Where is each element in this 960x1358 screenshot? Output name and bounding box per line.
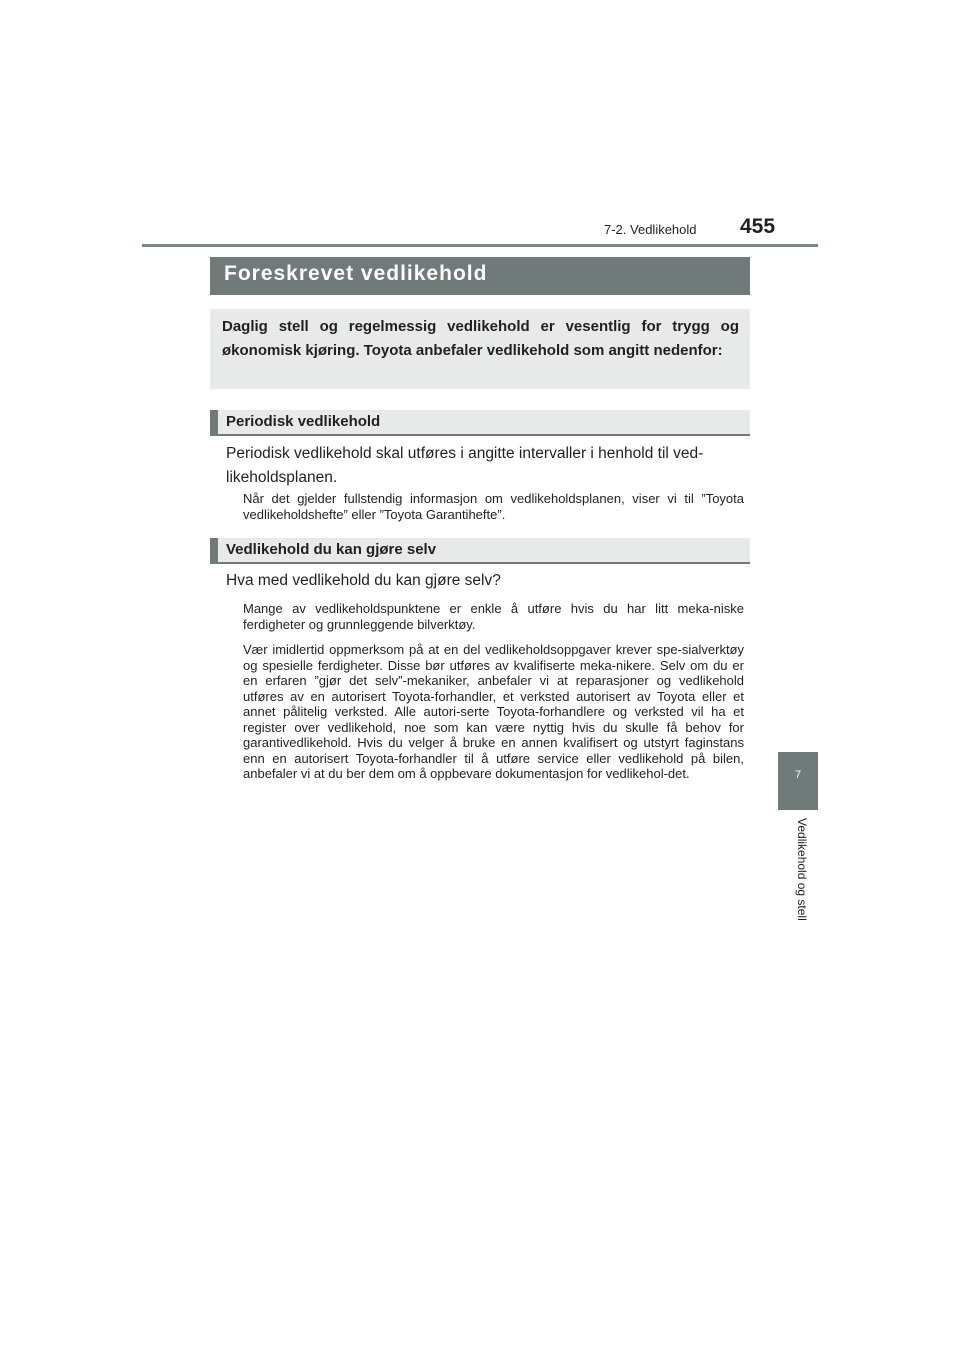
header-divider xyxy=(142,244,818,247)
section-heading-text: Periodisk vedlikehold xyxy=(226,413,381,430)
section-heading-diy xyxy=(210,538,750,564)
chapter-title: Vedlikehold og stell xyxy=(795,818,809,921)
page-number: 455 xyxy=(740,215,776,238)
intro-text: Daglig stell og regelmessig vedlikehold er vesentlig for trygg og økonomisk kjøring. Toyota anbefaler vedlikehold som angitt nedenfor: xyxy=(222,318,739,359)
page-title-bar xyxy=(210,257,750,295)
intro-box xyxy=(210,309,750,389)
section-reference: 7-2. Vedlikehold xyxy=(604,222,697,237)
section-note: Mange av vedlikeholdspunktene er enkle å utføre hvis du har litt meka-niske ferdigheter og grunnleggende bilverktøy. xyxy=(243,601,744,632)
section-note: Vær imidlertid oppmerksom på at en del vedlikeholdsoppgaver krever spe-sialverktøy og spesielle ferdigheter. Disse bør utføres av kvalifiserte meka-nikere. Selv om du er en erfaren ”gjør det selv”-mekaniker, anbefaler vi at reparasjoner og vedlikehold utføres av en autorisert Toyota-forhandler, et verksted autorisert av Toyota eller et annet pålitelig verksted. Alle autori-serte Toyota-forhandlere og verksted vil ha et register over vedlikehold, noe som kan være nyttig hvis du skulle få behov for garantivedlikehold. Hvis du velger å bruke en annen kvalifisert og utstyrt faginstans enn en autorisert Toyota-forhandler til å utføre service eller vedlikehold på bilen, anbefaler vi at du ber dem om å oppbevare dokumentasjon for vedlikehol-det. xyxy=(243,642,744,781)
section-body: Hva med vedlikehold du kan gjøre selv? xyxy=(226,572,501,589)
chapter-tab[interactable]: 7 xyxy=(778,752,818,810)
section-heading-text: Vedlikehold du kan gjøre selv xyxy=(226,541,437,558)
page-title: Foreskrevet vedlikehold xyxy=(224,262,488,285)
section-body: Periodisk vedlikehold skal utføres i angitte intervaller i henhold til ved-likeholdsplanen. xyxy=(226,445,704,486)
section-note: Når det gjelder fullstendig informasjon om vedlikeholdsplanen, viser vi til ”Toyota vedlikeholdshefte” eller ”Toyota Garantihefte”. xyxy=(243,491,744,522)
section-heading-periodic xyxy=(210,410,750,436)
